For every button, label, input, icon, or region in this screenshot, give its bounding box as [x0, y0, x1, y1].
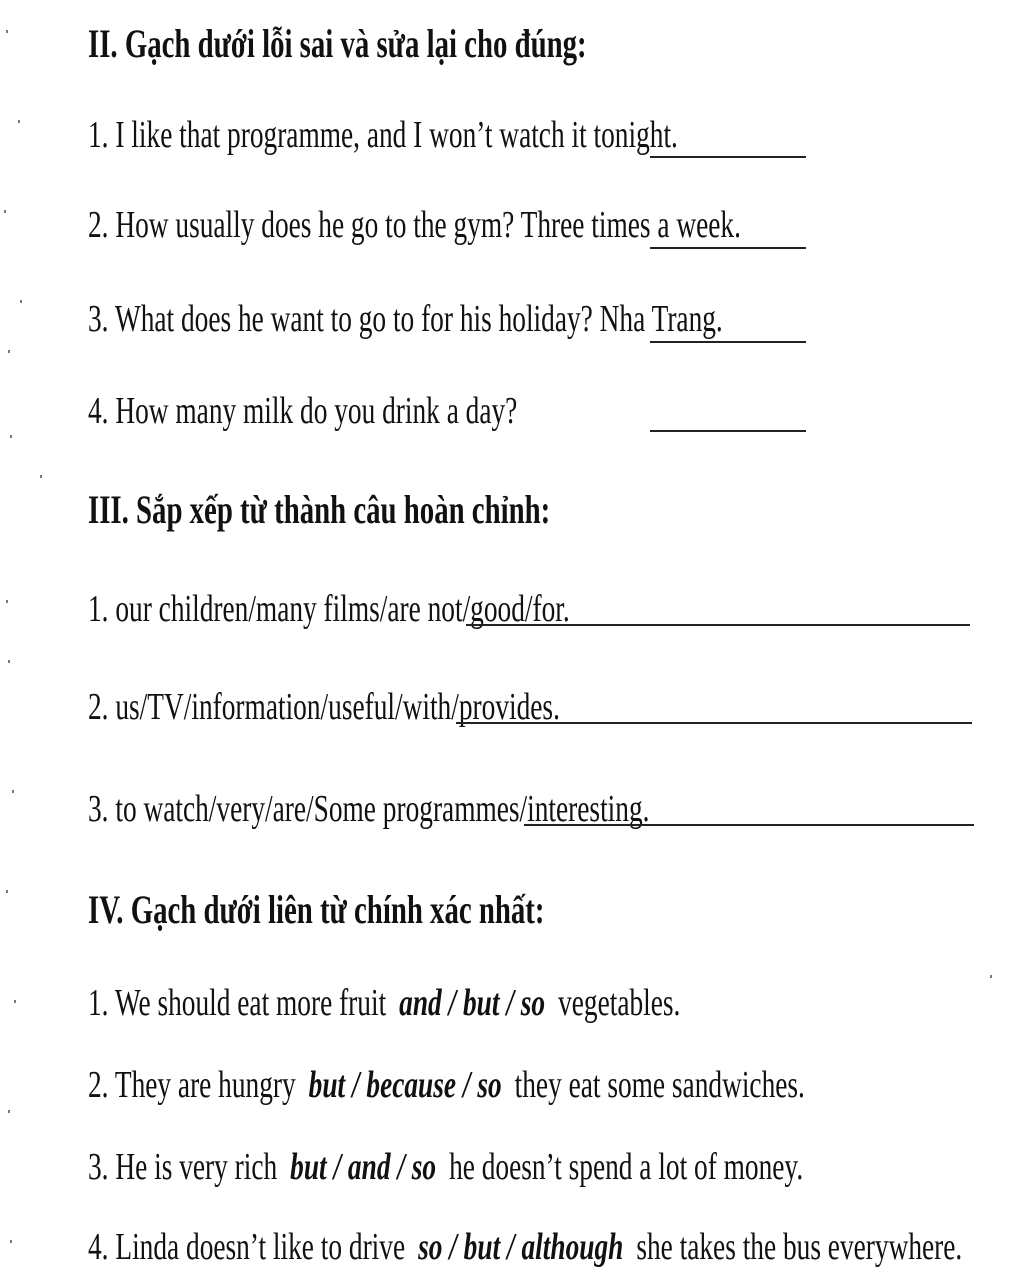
scan-speck — [8, 1110, 10, 1113]
scan-speck — [4, 210, 6, 213]
section-2-item-3: 3. What does he want to go to for his holiday? Nha Trang. — [88, 298, 723, 340]
scan-speck — [6, 30, 8, 33]
section-4-item-1-ending: vegetables. — [558, 982, 681, 1024]
section-4-item-4 — [88, 1224, 962, 1270]
section-4-item-4-options[interactable]: so / but / although — [418, 1226, 624, 1268]
scan-speck — [20, 300, 22, 303]
scan-speck — [10, 1240, 12, 1243]
scan-speck — [8, 660, 10, 663]
scan-speck — [6, 600, 8, 603]
section-4-item-2-options[interactable]: but / because / so — [308, 1064, 502, 1106]
section-3-item-2: 2. us/TV/information/useful/with/provides. — [88, 686, 560, 728]
scan-speck — [12, 790, 14, 793]
section-2-answer-blank-1[interactable] — [650, 156, 806, 158]
scan-speck — [990, 975, 992, 978]
section-4-item-1 — [88, 980, 680, 1026]
section-4-item-4-stem: 4. Linda doesn’t like to drive — [88, 1226, 406, 1268]
section-4-item-2 — [88, 1062, 805, 1108]
section-3-item-3: 3. to watch/very/are/Some programmes/interesting. — [88, 788, 650, 830]
scan-speck — [6, 890, 8, 893]
section-4-item-3-stem: 3. He is very rich — [88, 1146, 278, 1188]
section-3-answer-blank-2[interactable] — [456, 722, 972, 724]
section-4-item-2-stem: 2. They are hungry — [88, 1064, 296, 1106]
section-3-answer-blank-3[interactable] — [524, 824, 974, 826]
section-4-item-3-options[interactable]: but / and / so — [290, 1146, 437, 1188]
section-4-item-1-stem: 1. We should eat more fruit — [88, 982, 387, 1024]
section-2-item-4: 4. How many milk do you drink a day? — [88, 390, 518, 432]
section-4-item-3 — [88, 1144, 803, 1190]
section-2-answer-blank-4[interactable] — [650, 430, 806, 432]
section-4-item-4-ending: she takes the bus everywhere. — [636, 1226, 963, 1268]
section-2-answer-blank-3[interactable] — [650, 341, 806, 343]
section-4-item-3-ending: he doesn’t spend a lot of money. — [449, 1146, 804, 1188]
section-4-item-1-options[interactable]: and / but / so — [399, 982, 546, 1024]
section-3-heading: III. Sắp xếp từ thành câu hoàn chỉnh: — [88, 487, 551, 532]
scan-speck — [8, 350, 10, 353]
scan-speck — [14, 1000, 16, 1003]
section-4-item-2-ending: they eat some sandwiches. — [514, 1064, 805, 1106]
section-2-item-2: 2. How usually does he go to the gym? Three times a week. — [88, 204, 741, 246]
section-4-heading: IV. Gạch dưới liên từ chính xác nhất: — [88, 887, 545, 932]
section-2-heading: II. Gạch dưới lỗi sai và sửa lại cho đúng: — [88, 21, 587, 66]
section-2-item-1: 1. I like that programme, and I won’t watch it tonight. — [88, 114, 678, 156]
scan-speck — [10, 435, 12, 438]
scan-speck — [40, 475, 42, 478]
section-2-answer-blank-2[interactable] — [650, 247, 806, 249]
section-3-answer-blank-1[interactable] — [466, 624, 970, 626]
scan-speck — [18, 120, 20, 123]
section-3-item-1: 1. our children/many films/are not/good/for. — [88, 588, 570, 630]
